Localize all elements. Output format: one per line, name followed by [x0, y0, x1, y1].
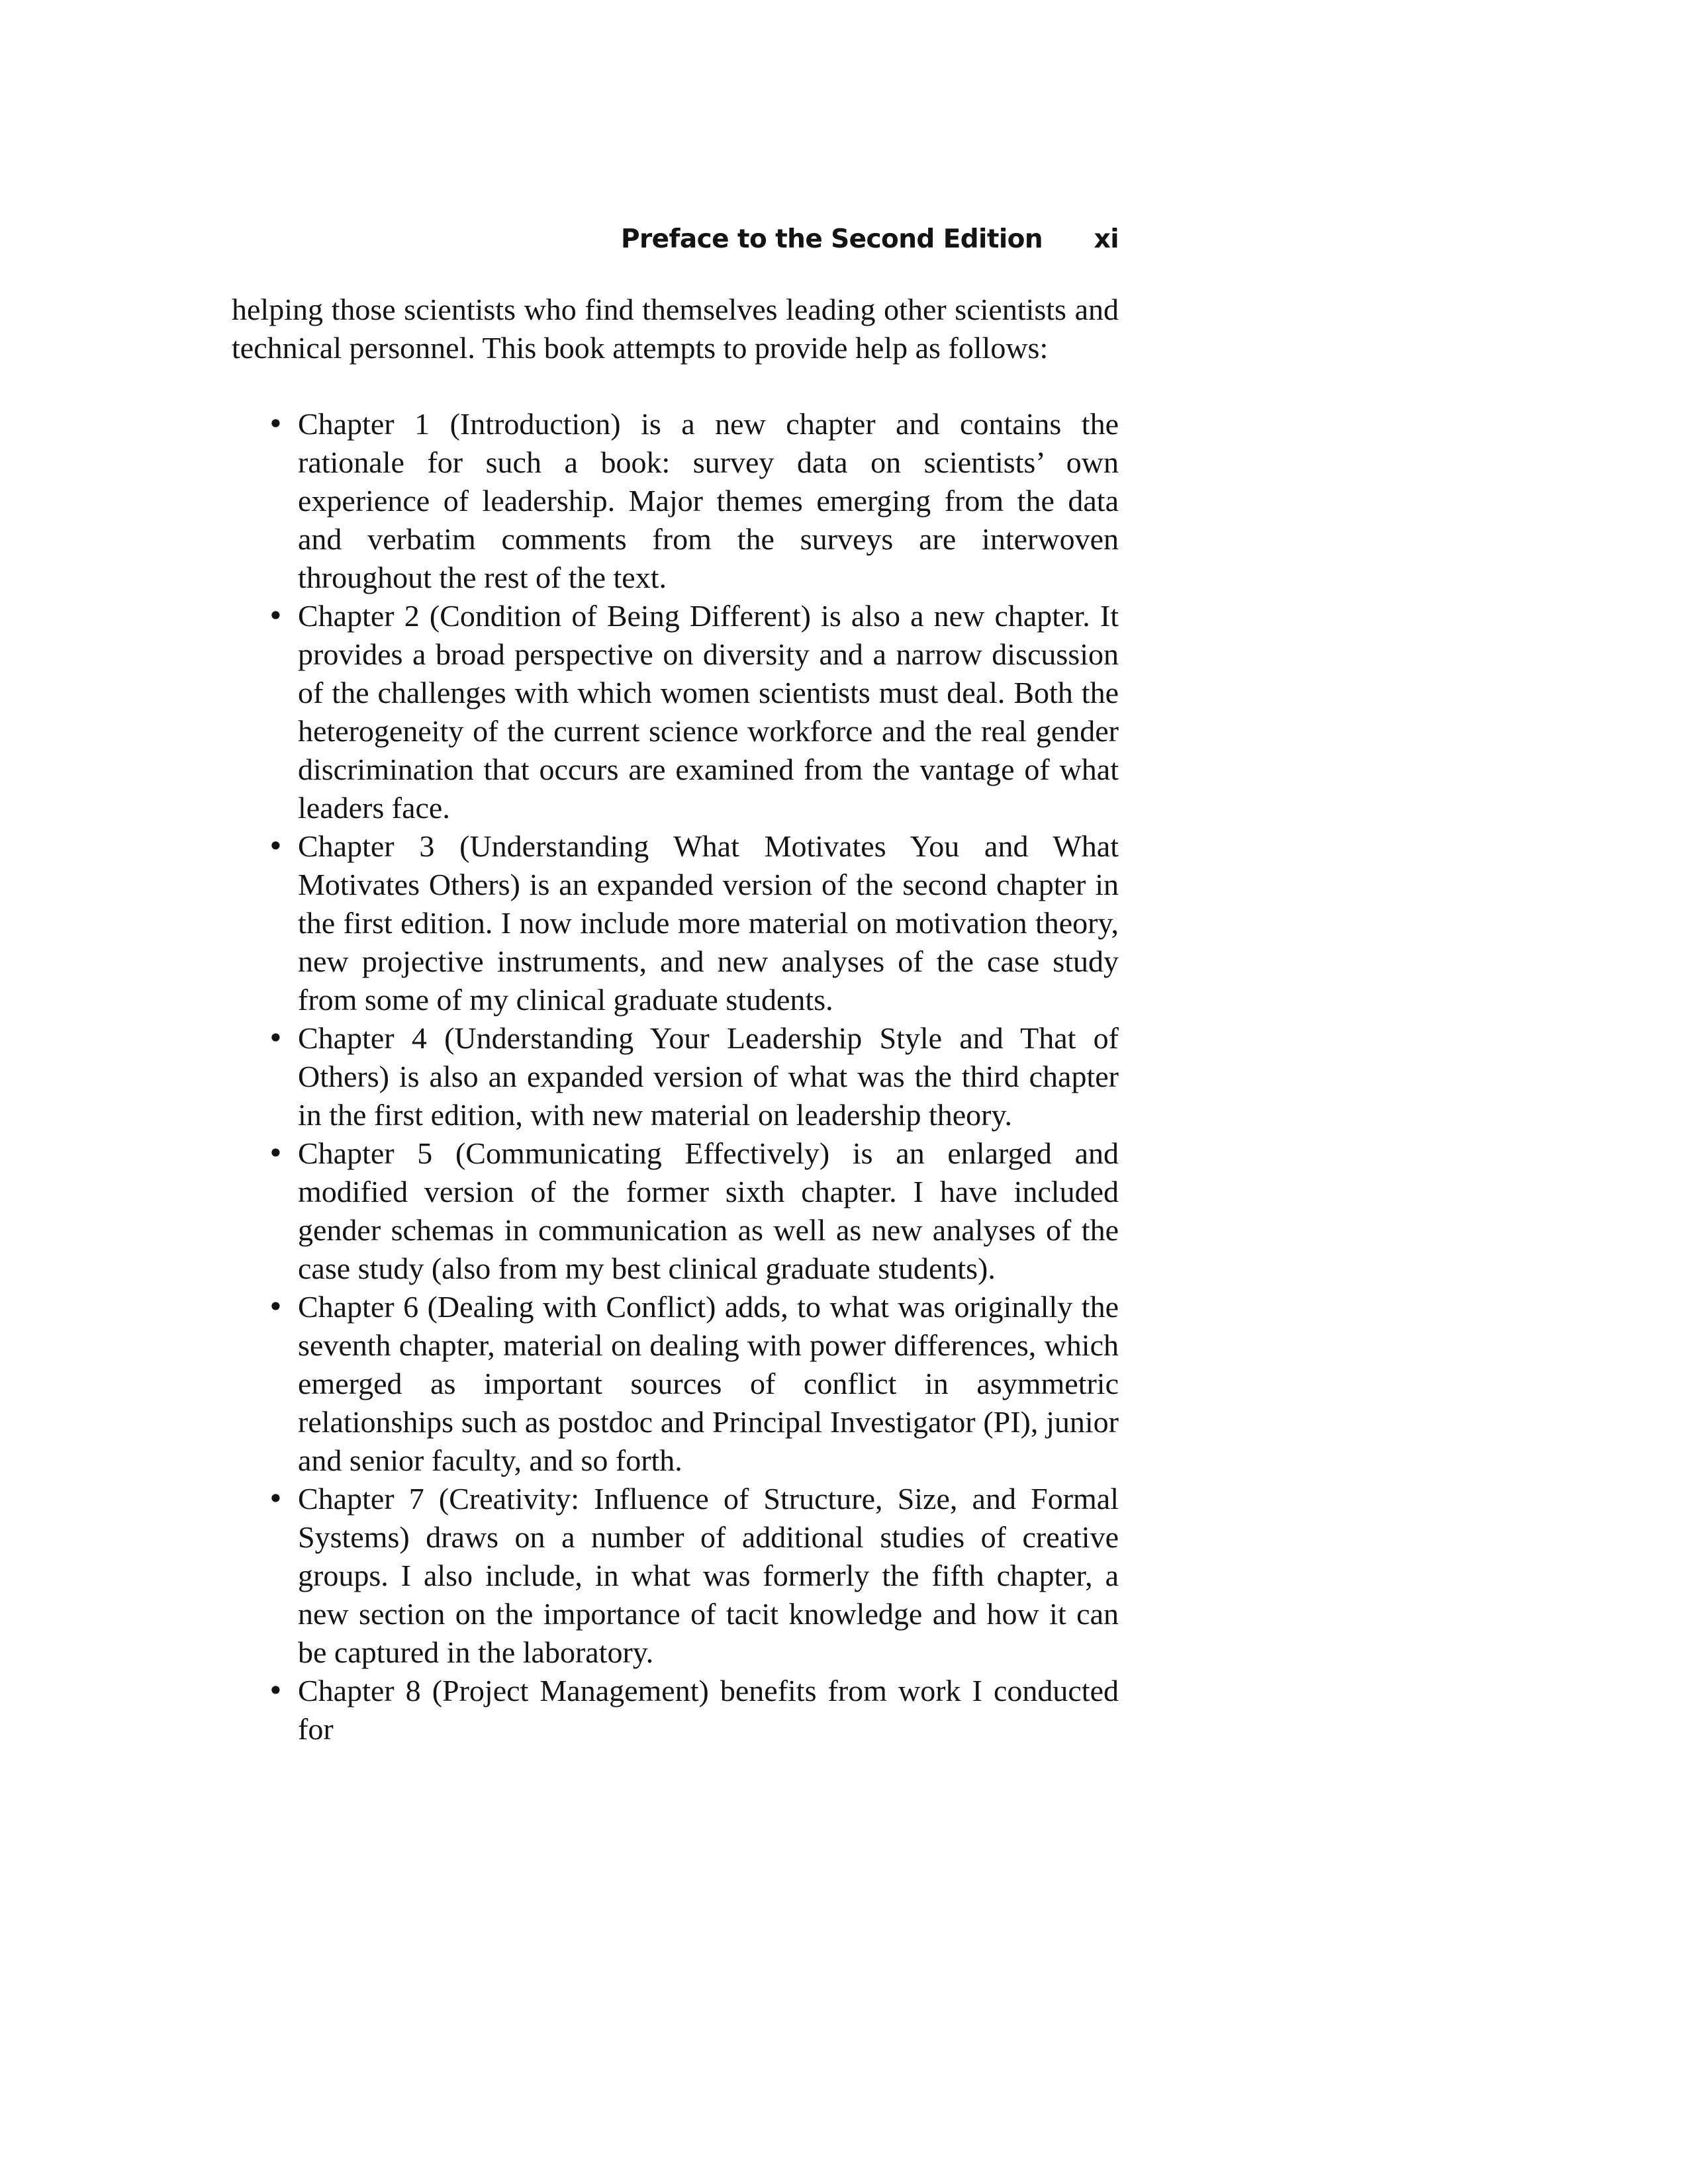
list-item-text: Chapter 1 (Introduction) is a new chapter and contains the rationale for such a book: survey data on scientists’ own experience of leadership. Major themes emerging from the data and verbatim comments from the surveys are interwoven throughout the rest of the text.	[298, 407, 1119, 594]
list-item-chapter-4	[232, 1019, 1119, 1134]
list-item-text: Chapter 5 (Communicating Effectively) is an enlarged and modified version of the former sixth chapter. I have included gender schemas in communication as well as new analyses of the case study (also from my best clinical graduate students).	[298, 1136, 1119, 1285]
list-item-text: Chapter 2 (Condition of Being Different) is also a new chapter. It provides a broad perspective on diversity and a narrow discussion of the challenges with which women scientists must deal. Both the heterogeneity of the current science workforce and the real gender discrimination that occurs are examined from the vantage of what leaders face.	[298, 599, 1119, 825]
bullet-icon: •	[267, 1291, 284, 1323]
list-item-chapter-1	[232, 405, 1119, 597]
list-item-text: Chapter 8 (Project Management) benefits from work I conducted for	[298, 1674, 1119, 1746]
list-item-chapter-8	[232, 1672, 1119, 1749]
intro-paragraph: helping those scientists who find themselves leading other scientists and technical personnel. This book attempts to provide help as follows:	[232, 293, 1119, 365]
chapter-list	[232, 405, 1119, 1749]
bullet-icon: •	[267, 1674, 284, 1707]
bullet-icon: •	[267, 408, 284, 440]
page-number: xi	[1094, 224, 1119, 254]
list-item-chapter-7	[232, 1480, 1119, 1672]
running-head	[232, 224, 1119, 264]
bullet-icon: •	[267, 1482, 284, 1515]
bullet-icon: •	[267, 1022, 284, 1054]
bullet-icon: •	[267, 1137, 284, 1169]
list-item-text: Chapter 7 (Creativity: Influence of Structure, Size, and Formal Systems) draws on a number of additional studies of creative groups. I also include, in what was formerly the fifth chapter, a new section on the importance of tacit knowledge and how it can be captured in the laboratory.	[298, 1482, 1119, 1669]
list-item-chapter-6	[232, 1288, 1119, 1480]
list-item-text: Chapter 4 (Understanding Your Leadership Style and That of Others) is also an expanded version of what was the third chapter in the first edition, with new material on leadership theory.	[298, 1021, 1119, 1132]
list-item-text: Chapter 3 (Understanding What Motivates You and What Motivates Others) is an expanded version of the second chapter in the first edition. I now include more material on motivation theory, new projective instruments, and new analyses of the case study from some of my clinical graduate students.	[298, 829, 1119, 1017]
list-item-chapter-2	[232, 597, 1119, 827]
body-text	[232, 291, 1119, 1749]
list-item-chapter-3	[232, 827, 1119, 1019]
bullet-icon: •	[267, 600, 284, 632]
bullet-icon: •	[267, 830, 284, 862]
list-item-chapter-5	[232, 1134, 1119, 1288]
list-item-text: Chapter 6 (Dealing with Conflict) adds, to what was originally the seventh chapter, material on dealing with power differences, which emerged as important sources of conflict in asymmetric relationships such as postdoc and Principal Investigator (PI), junior and senior faculty, and so forth.	[298, 1290, 1119, 1477]
running-title: Preface to the Second Edition	[621, 224, 1043, 254]
